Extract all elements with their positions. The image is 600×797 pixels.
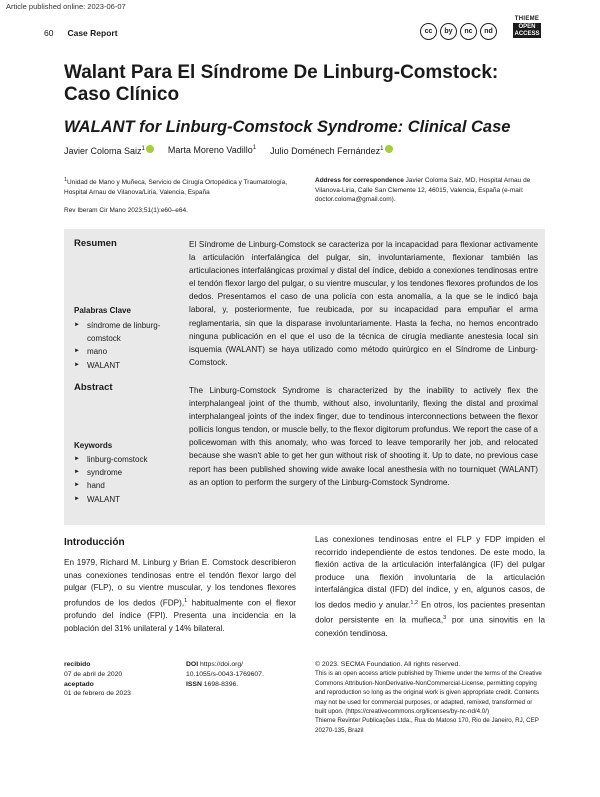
- citation-ref[interactable]: 1: [184, 597, 188, 604]
- doi-value[interactable]: 10.1055/s-0043-1769607.: [186, 670, 264, 678]
- page-number: 60: [44, 28, 54, 38]
- logo-line-1: THIEME: [514, 16, 540, 22]
- received-label: recibido: [64, 661, 91, 668]
- cc-icon: cc: [420, 23, 437, 40]
- doi-block: [186, 660, 264, 689]
- intro-right-column: [315, 534, 545, 640]
- issn-label: ISSN: [186, 680, 202, 688]
- palabras-clave-heading: Palabras Clave: [74, 306, 131, 315]
- citation-ref[interactable]: 3: [443, 615, 447, 622]
- license-icons: [420, 23, 497, 40]
- author-sup: 1: [141, 146, 145, 152]
- running-head: [44, 28, 118, 38]
- citation: Rev Iberam Cir Mano 2023;51(1):e60–e64.: [64, 207, 188, 214]
- nd-icon: nd: [480, 23, 497, 40]
- author-2: [168, 145, 256, 156]
- author-name: Javier Coloma Saiz: [64, 146, 142, 156]
- nc-icon: nc: [460, 23, 477, 40]
- by-icon: by: [440, 23, 457, 40]
- palabras-clave-list: [74, 319, 184, 372]
- keywords-heading: Keywords: [74, 441, 113, 450]
- author-name: Marta Moreno Vadillo: [167, 145, 253, 155]
- address-label: Address for correspondence: [315, 177, 404, 184]
- published-date: Article published online: 2023-06-07: [6, 2, 126, 11]
- resumen-text: El Síndrome de Linburg-Comstock se caracteriza por la incapacidad para flexionar activamente la articulación interfalángica del pulgar, sin, involuntariamente, flexionar también las articulaciones interfalángicas proximal y distal del índice, debido a conexiones tendinosas entre el tendón flexor largo del pulgar, o su vientre muscular, y los tendones flexores profundos de los dedos. Presentamos el caso de una policía con esta anomalía, a la que se le indicó baja laboral, y, posteriormente, fue reubicada, por su incapacidad para empuñar el arma reglamentaria, sin que la disparase involuntariamente. Hasta la fecha, no hemos encontrado ninguna publicación en el que el uso de la técnica de cirugía mediante anestesia local sin isquemia (WALANT) se haya utilizado como método quirúrgico en el Síndrome de Linburg-Comstock.: [189, 240, 538, 367]
- accepted-label: aceptado: [64, 680, 94, 688]
- copyright-line: © 2023. SECMA Foundation. All rights reserved.: [315, 661, 461, 668]
- publisher-address: Thieme Revinter Publicações Ltda., Rua do Matoso 170, Rio de Janeiro, RJ, CEP 20270-135, Brazil: [315, 717, 539, 734]
- received-dates: [64, 660, 131, 699]
- affiliation-text: Unidad de Mano y Muñeca, Servicio de Cirugía Ortopédica y Traumatología, Hospital Arnau de Vilanova/Liria, Valencia, España: [64, 179, 288, 196]
- orcid-icon[interactable]: [385, 145, 393, 153]
- thieme-open-access-logo: [513, 16, 541, 38]
- intro-left-column: [64, 557, 296, 635]
- author-list: [64, 145, 393, 156]
- keyword-item: ► WALANT: [74, 359, 184, 372]
- intro-text: En 1979, Richard M. Linburg y Brian E. Comstock describieron unas conexiones tendinosas entre el tendón flexor largo del pulgar (FLP), o su vientre muscular, y los tendones flexores profundos de los dedos (FDP),: [64, 558, 296, 608]
- title-spanish: Walant Para El Síndrome De Linburg-Comstock: Caso Clínico: [64, 62, 499, 105]
- intro-text: habitualmente con el flexor profundo del índice (FPI). Presenta una incidencia en la población del 31% unilateral y 14% bilateral.: [64, 598, 296, 633]
- abstract-text: The Linburg-Comstock Syndrome is characterized by the inability to actively flex the interphalangeal joint of the thumb, without also, involuntarily, flexing the distal and proximal interphalangeal joints of the index finger, due to tendinous interconnections between the flexor pollicis longus tendon, or muscle belly, to the flexor digitorum profundus. We report the case of a policewoman with this anomaly, who was forced to leave temporarily her job, and relocated because she wasn't able to get her gun without risk of shooting it. Up to date, no previous case report has been published showing wide awake local anesthesia with no tourniquet (WALANT) as an option to perform the surgery of the Linburg-Comstock Syndrome.: [189, 386, 538, 487]
- orcid-icon[interactable]: [146, 145, 154, 153]
- keywords-list: [74, 453, 184, 506]
- received-date: 07 de abril de 2020: [64, 670, 123, 678]
- accepted-date: 01 de febrero de 2023: [64, 690, 131, 698]
- keyword-item: ► linburg-comstock: [74, 453, 184, 466]
- copyright-block: [315, 660, 545, 735]
- issn-value: 1698-8396.: [203, 680, 239, 688]
- author-sup: 1: [252, 145, 257, 151]
- logo-access: ACCESS: [514, 30, 540, 37]
- keyword-item: ► syndrome: [74, 466, 184, 479]
- citation-ref[interactable]: 1,2: [410, 599, 419, 606]
- keyword-item: ► mano: [74, 345, 184, 358]
- abstract-heading: Abstract: [74, 382, 113, 393]
- author-name: Julio Doménech Fernández: [270, 146, 381, 156]
- keyword-item: ► síndrome de linburg-comstock: [74, 319, 184, 345]
- resumen-heading: Resumen: [74, 238, 117, 249]
- address-text: Javier Coloma Saiz, MD, Hospital Arnau de Vilanova-Liria, Calle San Clemente 12, 46015, Valencia, España (e-mail: doctor.coloma@gmail.com).: [315, 177, 531, 203]
- intro-text: Las conexiones tendinosas entre el FLP y FDP impiden el recorrido independiente de estos tendones. De este modo, la flexión activa de la articulación interfalángica (IF) del pulgar produce una flexión involuntaria de la articulación interfalángica distal (IFD) del índice, y en, algunos casos, de los dedos medio y anular.: [315, 535, 545, 610]
- logo-line-2: [513, 23, 541, 38]
- keyword-item: ► WALANT: [74, 493, 184, 506]
- author-3: [270, 145, 392, 156]
- keyword-item: ► hand: [74, 479, 184, 492]
- section-label: Case Report: [67, 28, 118, 38]
- author-1: [64, 145, 154, 156]
- title-english: WALANT for Linburg-Comstock Syndrome: Clinical Case: [64, 118, 511, 136]
- doi-label: DOI: [186, 661, 199, 668]
- license-text: This is an open access article published by Thieme under the terms of the Creative Commons Attribution-NonDerivative-NonCommercial-License, permitting copying and reproduction so long as the original work is given appropriate credit. Contents may not be used for commercial purposes, or adapted, remixed, transformed or built upon. (https://creativecommons.org/licenses/by-nc-nd/4.0/): [315, 670, 542, 716]
- affiliation-sup: 1: [64, 177, 68, 183]
- logo-open: OPEN: [518, 24, 536, 30]
- abstract-box: [64, 229, 545, 525]
- intro-text: por una sinovitis en la conexión tendinosa.: [315, 616, 545, 638]
- doi-link[interactable]: https://doi.org/: [199, 661, 244, 668]
- affiliation: [64, 176, 296, 197]
- intro-heading: Introducción: [64, 537, 125, 548]
- correspondence-address: [315, 176, 543, 205]
- author-sup: 1: [380, 146, 384, 152]
- intro-text: En otros, los pacientes presentan dolor persistente en la muñeca,: [315, 600, 546, 626]
